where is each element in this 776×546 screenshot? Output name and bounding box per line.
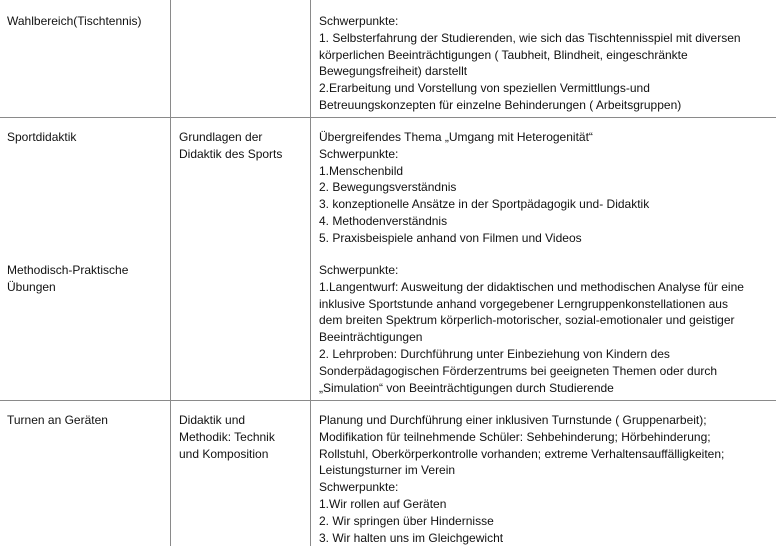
cell-line: Wahlbereich(Tischtennis)	[7, 14, 142, 28]
cell-line: 3. Wir halten uns im Gleichgewicht	[319, 530, 504, 545]
cell-line: Sportdidaktik	[7, 130, 77, 144]
cell-line: Didaktik des Sports	[179, 146, 283, 161]
cell-line: Didaktik und	[179, 413, 246, 427]
cell-line: Betreuungskonzepten für einzelne Behinderungen ( Arbeitsgruppen)	[319, 97, 682, 112]
cell-line: 1.Menschenbild	[319, 163, 404, 178]
row-divider	[0, 117, 776, 118]
cell-line: 1.Langentwurf: Ausweitung der didaktischen und methodischen Analyse für eine	[319, 279, 744, 294]
cell-line: Schwerpunkte:	[319, 480, 399, 495]
cell-line: Leistungsturner im Verein	[319, 463, 456, 478]
cell-line: inklusive Sportstunde anhand vorgegebener Lerngruppenkonstellationen aus	[319, 296, 728, 311]
cell-line: Modifikation für teilnehmende Schüler: Sehbehinderung; Hörbehinderung;	[319, 429, 711, 444]
cell-line: 2. Lehrproben: Durchführung unter Einbeziehung von Kindern des	[319, 346, 670, 361]
cell-line: 1. Selbsterfahrung der Studierenden, wie sich das Tischtennisspiel mit diversen	[319, 30, 741, 45]
row-2-content	[319, 129, 649, 247]
cell-line: Sonderpädagogischen Förderzentrums bei geeigneten Themen oder durch	[319, 363, 718, 378]
cell-line: „Simulation“ von Beeinträchtigungen durch Studierende	[319, 380, 614, 395]
cell-line: Methodisch-Praktische	[7, 263, 129, 277]
cell-line: Turnen an Geräten	[7, 413, 108, 427]
cell-line: Grundlagen der	[179, 130, 263, 144]
row-4-topic	[179, 412, 275, 462]
cell-line: Schwerpunkte:	[319, 263, 399, 277]
cell-line: Beeinträchtigungen	[319, 330, 423, 345]
row-2-topic	[179, 129, 282, 163]
cell-line: 5. Praxisbeispiele anhand von Filmen und Videos	[319, 230, 582, 245]
row-1-subject	[7, 13, 142, 30]
cell-line: 1.Wir rollen auf Geräten	[319, 496, 447, 511]
cell-line: Übungen	[7, 279, 56, 294]
cell-line: 2. Bewegungsverständnis	[319, 180, 457, 195]
row-divider	[0, 400, 776, 401]
cell-line: 2. Wir springen über Hindernisse	[319, 513, 494, 528]
column-divider	[310, 0, 311, 546]
cell-line: 4. Methodenverständnis	[319, 213, 448, 228]
cell-line: Schwerpunkte:	[319, 14, 399, 28]
cell-line: Übergreifendes Thema „Umgang mit Heterogenität“	[319, 130, 593, 144]
row-2-subject	[7, 129, 76, 146]
cell-line: Rollstuhl, Oberkörperkontrolle vorhanden; extreme Verhaltensauffälligkeiten;	[319, 446, 725, 461]
row-1-content	[319, 13, 741, 114]
cell-line: dem breiten Spektrum körperlich-motorischer, sozial-emotionaler und geistiger	[319, 313, 735, 328]
row-4-subject	[7, 412, 108, 429]
row-4-content	[319, 412, 724, 546]
cell-line: Schwerpunkte:	[319, 146, 399, 161]
cell-line: körperlichen Beeinträchtigungen ( Taubheit, Blindheit, eingeschränkte	[319, 47, 688, 62]
cell-line: und Komposition	[179, 446, 269, 461]
cell-line: Methodik: Technik	[179, 429, 275, 444]
cell-line: 2.Erarbeitung und Vorstellung von speziellen Vermittlungs-und	[319, 81, 650, 96]
column-divider	[170, 0, 171, 546]
cell-line: 3. konzeptionelle Ansätze in der Sportpädagogik und- Didaktik	[319, 197, 650, 212]
row-3-subject	[7, 262, 128, 296]
row-3-content	[319, 262, 744, 396]
cell-line: Bewegungsfreiheit) darstellt	[319, 64, 468, 79]
cell-line: Planung und Durchführung einer inklusiven Turnstunde ( Gruppenarbeit);	[319, 413, 707, 427]
